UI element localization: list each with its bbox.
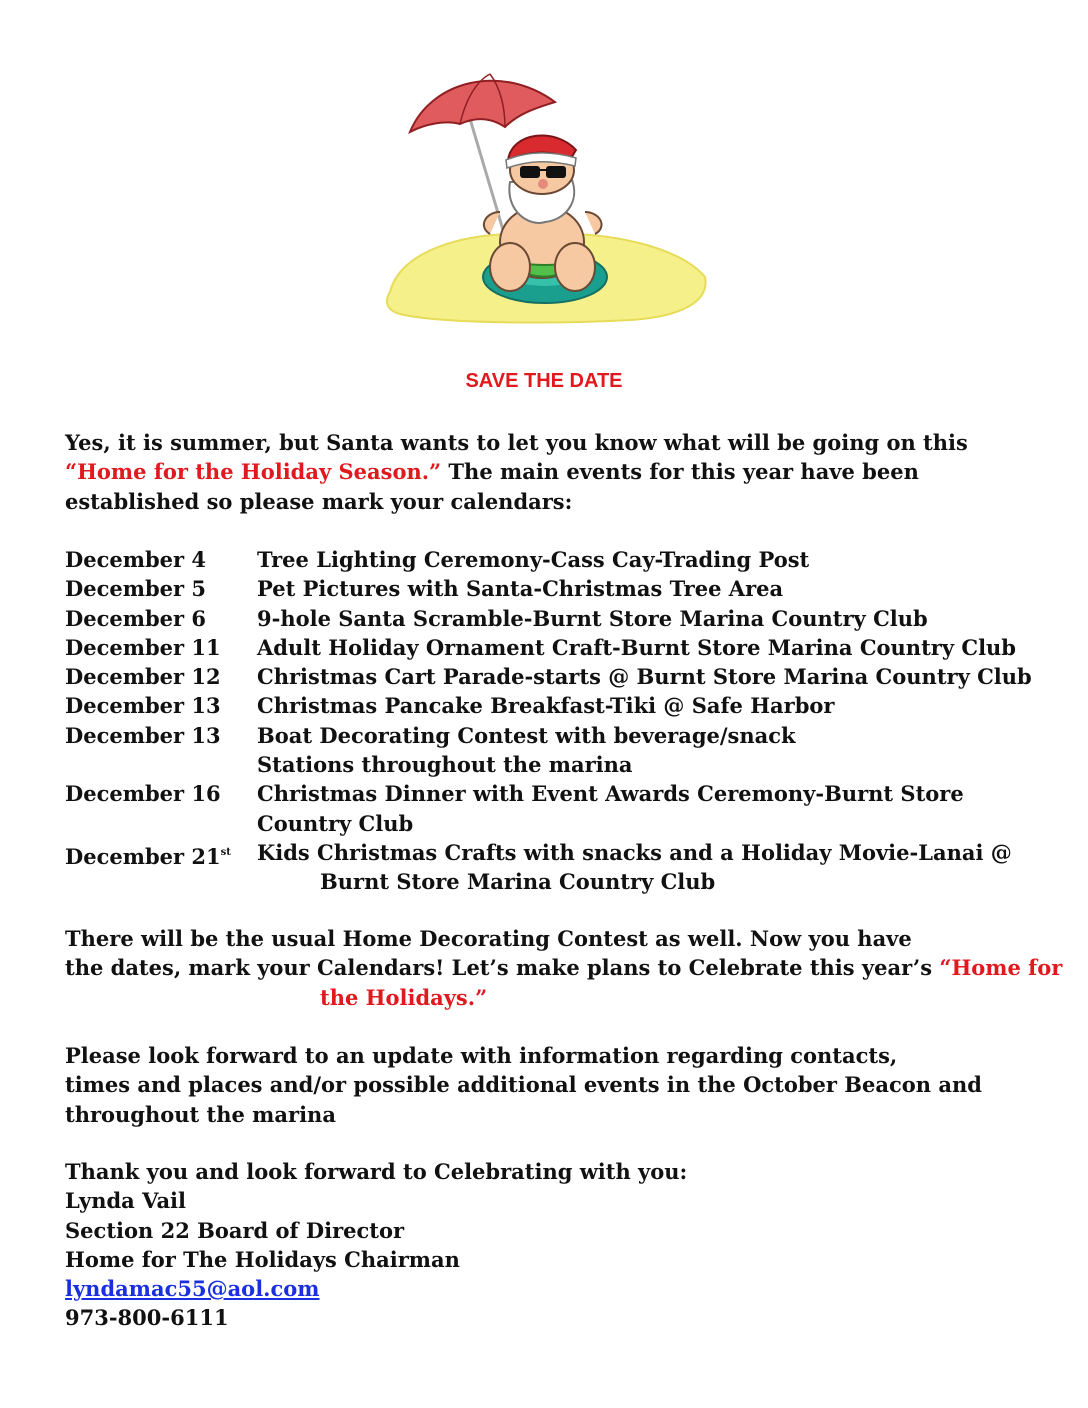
intro-text-part2: The main events for this year have been established so please mark your calendars: — [65, 459, 919, 514]
signoff-name: Lynda Vail — [65, 1188, 187, 1214]
santa-beach-illustration — [380, 62, 710, 324]
event-description-continued: Country Club — [257, 810, 414, 836]
contest-highlight-a: “Home for — [939, 955, 1063, 981]
event-description: Boat Decorating Contest with beverage/snack — [257, 722, 796, 748]
event-description: Adult Holiday Ornament Craft-Burnt Store Marina Country Club — [257, 634, 1016, 660]
intro-paragraph — [65, 428, 1055, 516]
event-date: December 16 — [65, 781, 221, 807]
event-row — [65, 574, 1055, 603]
event-date-suffix: st — [220, 846, 231, 858]
email-link[interactable]: lyndamac55@aol.com — [65, 1276, 320, 1302]
contest-line-2-text: the dates, mark your Calendars! Let’s make plans to Celebrate this year’s — [65, 955, 940, 981]
event-date: December 13 — [65, 722, 221, 748]
event-row — [65, 662, 1055, 691]
signoff-role-1: Section 22 Board of Director — [65, 1217, 405, 1243]
signoff-thanks: Thank you and look forward to Celebrating with you: — [65, 1159, 688, 1184]
event-description: Kids Christmas Crafts with snacks and a Holiday Movie-Lanai @ — [257, 839, 1012, 865]
event-row — [65, 721, 1055, 750]
update-line-1: Please look forward to an update with information regarding contacts, — [65, 1043, 898, 1068]
event-description: Tree Lighting Ceremony-Cass Cay-Trading Post — [257, 547, 810, 572]
event-date: December 4 — [65, 547, 206, 572]
event-description: Christmas Cart Parade-starts @ Burnt Store Marina Country Club — [257, 664, 1032, 690]
contest-highlight-b: the Holidays.” — [320, 984, 488, 1010]
update-line-3: throughout the marina — [65, 1101, 336, 1127]
events-list — [65, 545, 1055, 897]
intro-text-part1: Yes, it is summer, but Santa wants to let you know what will be going on this — [65, 430, 968, 455]
event-date-text: December 21 — [65, 843, 221, 869]
contest-paragraph — [65, 924, 1063, 1012]
event-description: 9-hole Santa Scramble-Burnt Store Marina Country Club — [257, 605, 928, 631]
event-row — [65, 633, 1055, 662]
event-date: December 11 — [65, 634, 221, 660]
event-description-continued: Burnt Store Marina Country Club — [320, 869, 716, 895]
intro-highlight: “Home for the Holiday Season.” — [65, 459, 442, 485]
event-row — [65, 691, 1055, 720]
save-the-date-heading: SAVE THE DATE — [465, 370, 623, 392]
event-date: December 13 — [65, 693, 221, 719]
event-date: December 5 — [65, 576, 206, 602]
event-date: December 6 — [65, 605, 206, 631]
event-date — [65, 838, 257, 867]
signoff-phone: 973-800-6111 — [65, 1305, 229, 1331]
contest-line-2 — [65, 953, 1063, 982]
event-description: Christmas Dinner with Event Awards Ceremony-Burnt Store — [257, 781, 964, 807]
contest-line-1: There will be the usual Home Decorating Contest as well. Now you have — [65, 926, 912, 951]
signoff-role-2: Home for The Holidays Chairman — [65, 1246, 460, 1272]
signoff-block — [65, 1157, 1055, 1333]
update-line-2: times and places and/or possible additional events in the October Beacon and — [65, 1072, 982, 1098]
event-row — [65, 545, 1055, 574]
event-description: Christmas Pancake Breakfast-Tiki @ Safe Harbor — [257, 693, 835, 719]
event-description-continued: Stations throughout the marina — [257, 752, 633, 778]
event-row — [65, 779, 1055, 808]
update-paragraph — [65, 1041, 1055, 1129]
event-date: December 12 — [65, 664, 221, 690]
event-description: Pet Pictures with Santa-Christmas Tree Area — [257, 576, 784, 602]
event-row — [65, 604, 1055, 633]
event-row — [65, 838, 1055, 867]
